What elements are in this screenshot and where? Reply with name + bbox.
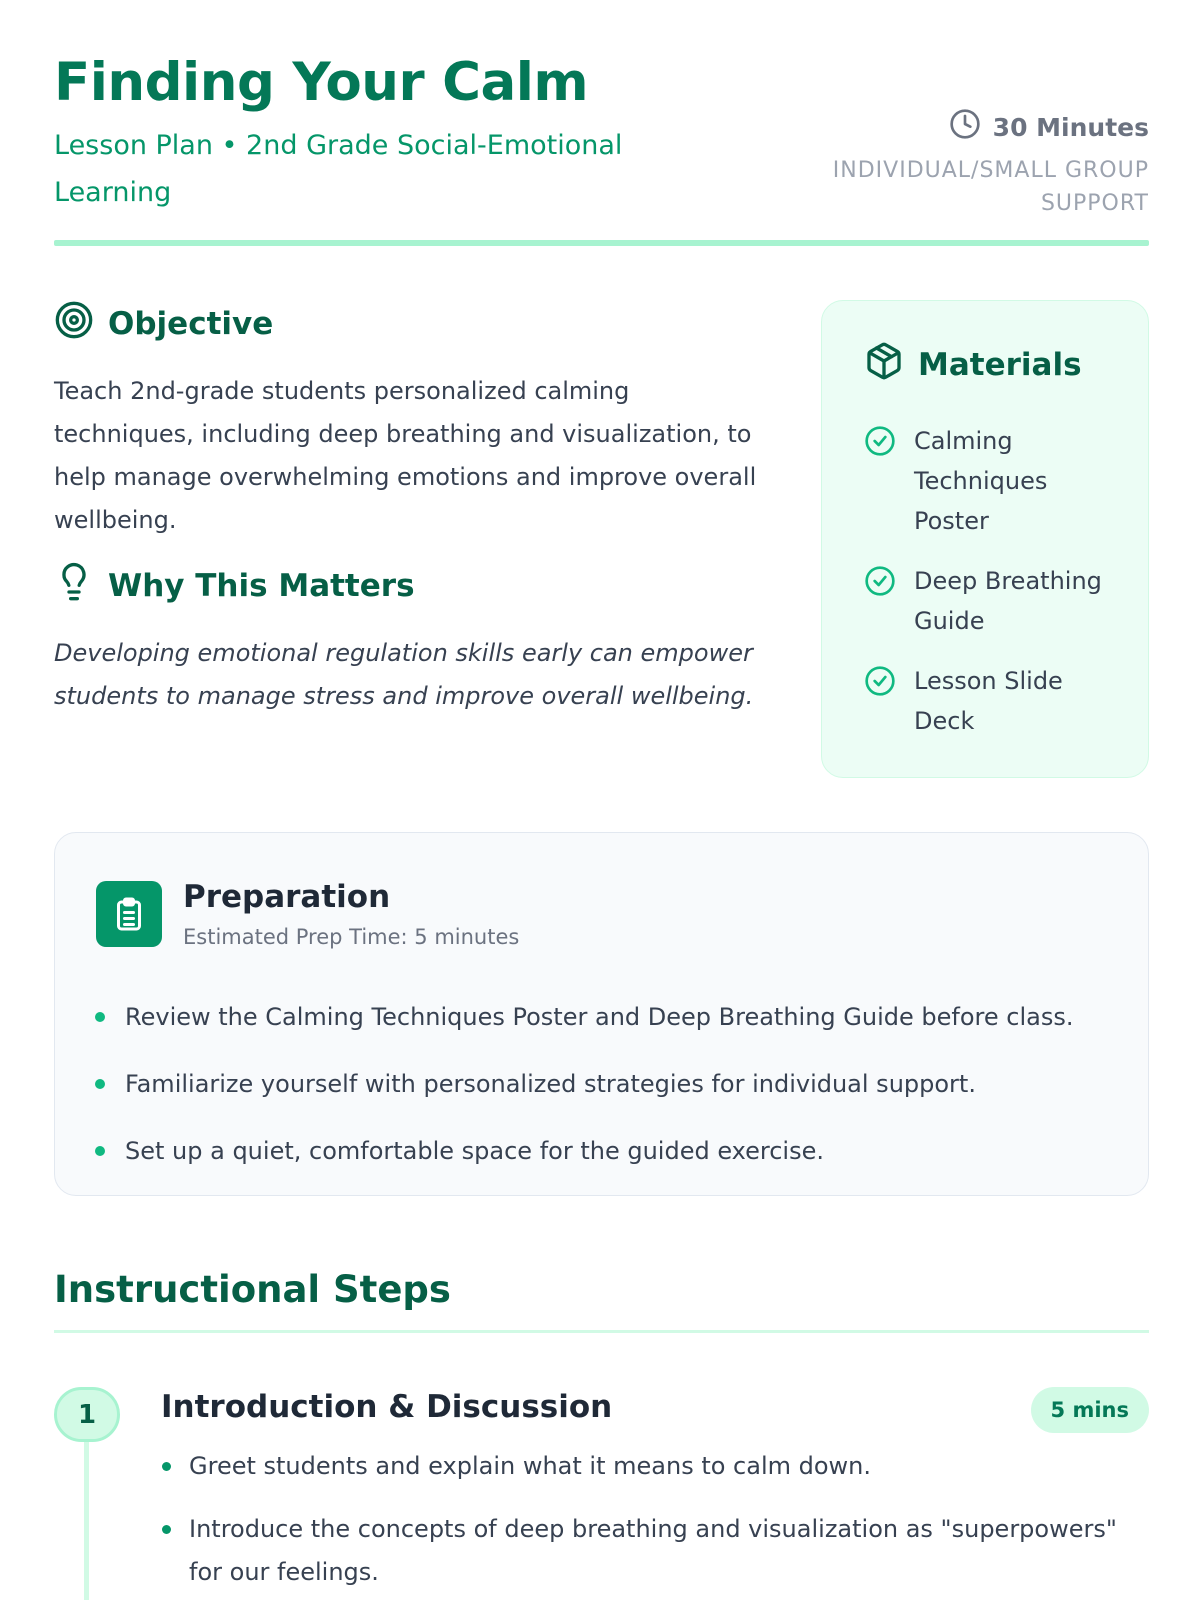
prep-item-text: Familiarize yourself with personalized strategies for individual support. [125, 1069, 976, 1098]
list-item [864, 421, 1148, 541]
duration-label: 30 Minutes [992, 112, 1149, 142]
step-point-text: Greet students and explain what it means to calm down. [189, 1452, 872, 1480]
step-point-text: Introduce the concepts of deep breathing and visualization as "superpowers" for our feelings. [189, 1515, 1117, 1586]
list-item [162, 1445, 1147, 1488]
lesson-meta [809, 108, 1149, 220]
check-circle-icon [864, 661, 896, 701]
why-heading: Why This Matters [108, 568, 415, 604]
list-item [864, 561, 1148, 641]
header-divider [54, 240, 1149, 246]
duration [809, 108, 1149, 146]
check-circle-icon [864, 561, 896, 601]
clock-icon [949, 108, 981, 146]
materials-list [864, 421, 1148, 741]
clipboard-icon [96, 881, 162, 947]
page-subtitle: Lesson Plan • 2nd Grade Social-Emotional Learning [54, 130, 623, 208]
objective-section [54, 300, 774, 542]
lesson-plan-page [54, 0, 1149, 1586]
list-item [95, 1050, 1073, 1117]
target-icon [54, 300, 94, 348]
bullet [162, 1525, 171, 1534]
duration-badge: 5 mins [1031, 1387, 1149, 1433]
why-text: Developing emotional regulation skills early can empower students to manage stress and improve overall wellbeing. [54, 639, 754, 710]
list-item [95, 983, 1073, 1050]
package-icon [864, 341, 904, 389]
prep-item-text: Review the Calming Techniques Poster and Deep Breathing Guide before class. [125, 1002, 1074, 1031]
materials-heading: Materials [918, 347, 1082, 383]
preparation-list [95, 983, 1073, 1184]
prep-item-text: Set up a quiet, comfortable space for the guided exercise. [125, 1136, 824, 1165]
header [54, 0, 1149, 248]
preparation-heading: Preparation [183, 879, 391, 915]
why-section [54, 562, 774, 718]
objective-heading: Objective [108, 306, 274, 342]
check-circle-icon [864, 421, 896, 461]
step-number: 1 [54, 1387, 120, 1442]
material-label: Deep Breathing Guide [914, 567, 1102, 635]
preparation-card [54, 832, 1149, 1196]
bullet [95, 1012, 105, 1022]
prep-time: Estimated Prep Time: 5 minutes [183, 925, 520, 949]
bullet [95, 1146, 105, 1156]
audience-label: INDIVIDUAL/SMALL GROUP SUPPORT [832, 158, 1149, 216]
material-label: Lesson Slide Deck [914, 667, 1063, 735]
steps-divider [54, 1330, 1149, 1333]
objective-text: Teach 2nd-grade students personalized calming techniques, including deep breathing and visualization, to help manage overwhelming emotions and improve overall wellbeing. [54, 377, 757, 534]
list-item [864, 661, 1148, 741]
list-item [95, 1117, 1073, 1184]
page-title: Finding Your Calm [54, 52, 589, 113]
steps-heading: Instructional Steps [54, 1268, 451, 1311]
lightbulb-icon [54, 562, 94, 610]
step-title: Introduction & Discussion [161, 1389, 613, 1425]
material-label: Calming Techniques Poster [914, 427, 1048, 535]
bullet [95, 1079, 105, 1089]
list-item [162, 1508, 1147, 1594]
bullet [162, 1462, 171, 1471]
step-timeline [84, 1440, 89, 1600]
step-points [162, 1445, 1147, 1600]
materials-card [821, 300, 1149, 778]
